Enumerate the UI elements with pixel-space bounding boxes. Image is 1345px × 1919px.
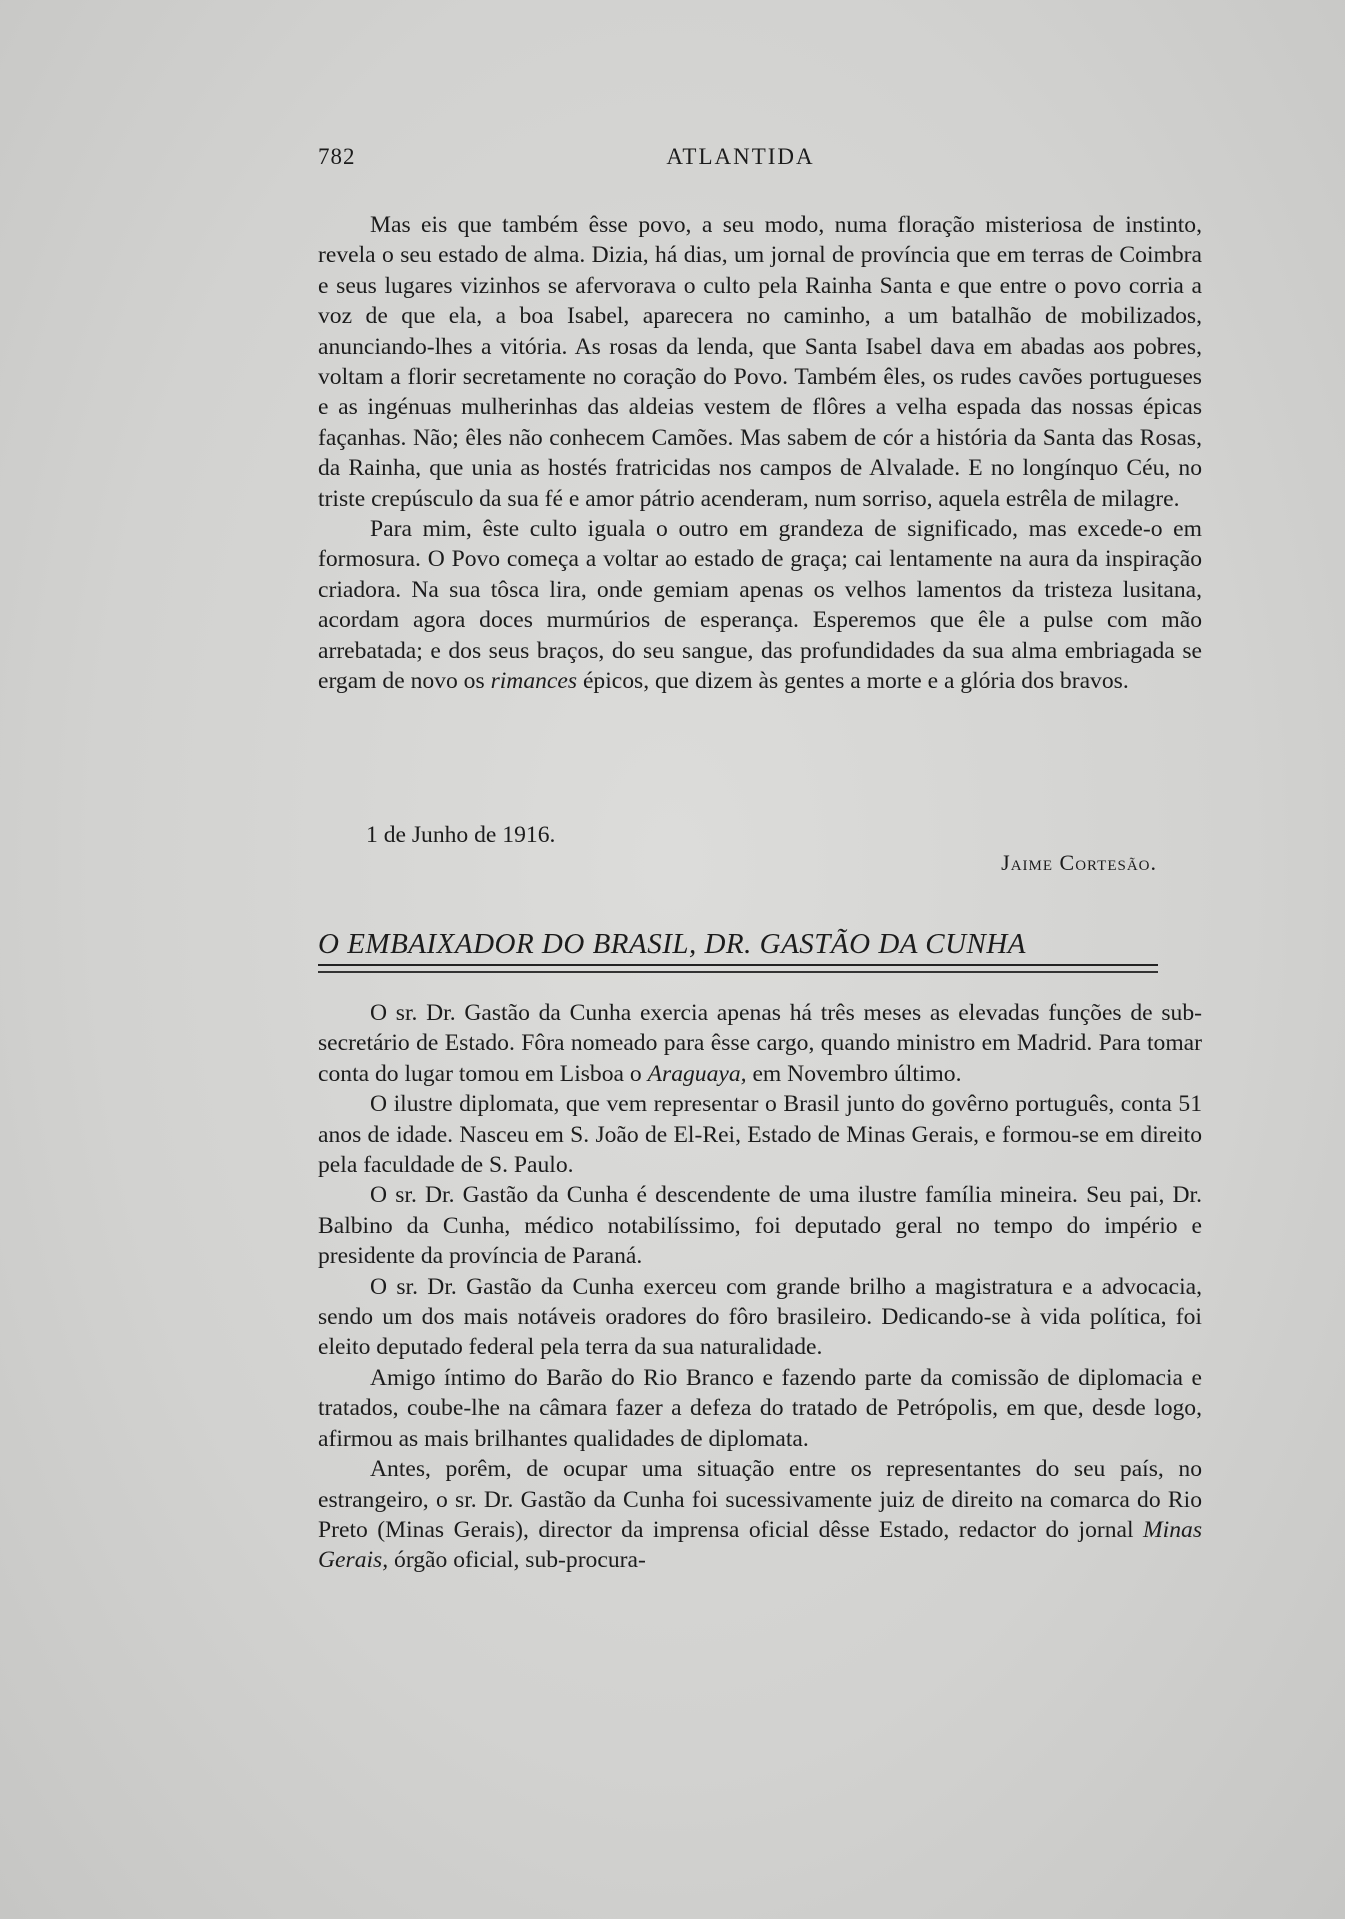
paragraph: O sr. Dr. Gastão da Cunha é descendente de uma ilustre família mineira. Seu pai, Dr. Balbino da Cunha, médico notabilíssimo, foi deputado geral no tempo do império e presidente da província de Paraná. — [318, 1182, 1202, 1270]
paragraph — [318, 998, 1202, 1089]
paragraph — [318, 1454, 1202, 1576]
paragraph-text: épicos, que dizem às gentes a morte e a glória dos bravos. — [577, 668, 1129, 695]
paragraph: Amigo íntimo do Barão do Rio Branco e fazendo parte da comissão de diplomacia e tratados, coube-lhe na câmara fazer a defeza do tratado de Petrópolis, em que, desde logo, afirmou as mais brilhantes qualidades de diplomata. — [318, 1364, 1202, 1452]
title-underline — [318, 964, 1158, 966]
paragraph-text: O sr. Dr. Gastão da Cunha exercia apenas há três meses as elevadas funções de sub-secretário de Estado. Fôra nomeado para êsse cargo, quando ministro em Madrid. Para tomar conta do lugar tomou em Lisboa o — [318, 1000, 1202, 1087]
first-article-body — [318, 210, 1202, 697]
page-number: 782 — [318, 144, 356, 169]
paragraph-text: órgão oficial, sub-procura- — [388, 1547, 646, 1574]
italic-newspaper-name: Minas Gerais, — [318, 1516, 1202, 1574]
paragraph — [318, 514, 1202, 696]
paragraph-text: Antes, porêm, de ocupar uma situação entre os representantes do seu país, no estrangeiro, o sr. Dr. Gastão da Cunha foi sucessivamente juiz de direito na comarca do Rio Preto (Minas Gerais), director da imprensa oficial dêsse Estado, redactor do jornal — [318, 1456, 1202, 1543]
italic-word: rimances — [490, 668, 578, 695]
italic-ship-name: Araguaya, — [647, 1060, 747, 1087]
paragraph-text: em Novembro último. — [746, 1060, 962, 1087]
paragraph: O sr. Dr. Gastão da Cunha exerceu com grande brilho a magistratura e a advocacia, sendo um dos mais notáveis oradores do fôro brasileiro. Dedicando-se à vida política, foi eleito deputado federal pela terra da sua naturalidade. — [318, 1273, 1202, 1361]
paragraph: Mas eis que também êsse povo, a seu modo, numa floração misteriosa de instinto, revela o seu estado de alma. Dizia, há dias, um jornal de província que em terras de Coimbra e seus lugares vizinhos se afervorava o culto pela Rainha Santa e que entre o povo corria a voz de que ela, a boa Isabel, aparecera no caminho, a um batalhão de mobilizados, anunciando-lhes a vitória. As rosas da lenda, que Santa Isabel dava em abadas aos pobres, voltam a florir secretamente no coração do Povo. Também êles, os rudes cavões portugueses e as ingénuas mulherinhas das aldeias vestem de flôres a velha espada das nossas épicas façanhas. Não; êles não conhecem Camões. Mas sabem de cór a história da Santa das Rosas, da Rainha, que unia as hostés fratricidas nos campos de Alvalade. E no longínquo Céu, no triste crepúsculo da sua fé e amor pátrio acenderam, num sorriso, aquela estrêla de milagre. — [318, 212, 1202, 512]
article-date: 1 de Junho de 1916. — [366, 822, 556, 848]
paragraph-text: Para mim, êste culto iguala o outro em grandeza de significado, mas excede-o em formosura. O Povo começa a voltar ao estado de graça; cai lentamente na aura da inspiração criadora. Na sua tôsca lira, onde gemiam apenas os velhos lamentos da tristeza lusitana, acordam agora doces murmúrios de esperança. Esperemos que êle a pulse com mão arrebatada; e dos seus braços, do seu sangue, das profundidades da sua alma embriagada se ergam de novo os — [318, 516, 1202, 695]
author-signature: Jaime Cortesão. — [1001, 850, 1157, 875]
title-underline — [318, 971, 1158, 973]
section-title: O EMBAIXADOR DO BRASIL, DR. GASTÃO DA CUNHA — [318, 928, 1027, 960]
journal-title: ATLANTIDA — [666, 144, 815, 169]
second-article-body — [318, 998, 1202, 1576]
paragraph: O ilustre diplomata, que vem representar o Brasil junto do govêrno português, conta 51 anos de idade. Nasceu em S. João de El-Rei, Estado de Minas Gerais, e formou-se em direito pela faculdade de S. Paulo. — [318, 1091, 1202, 1179]
running-header — [318, 144, 1163, 170]
